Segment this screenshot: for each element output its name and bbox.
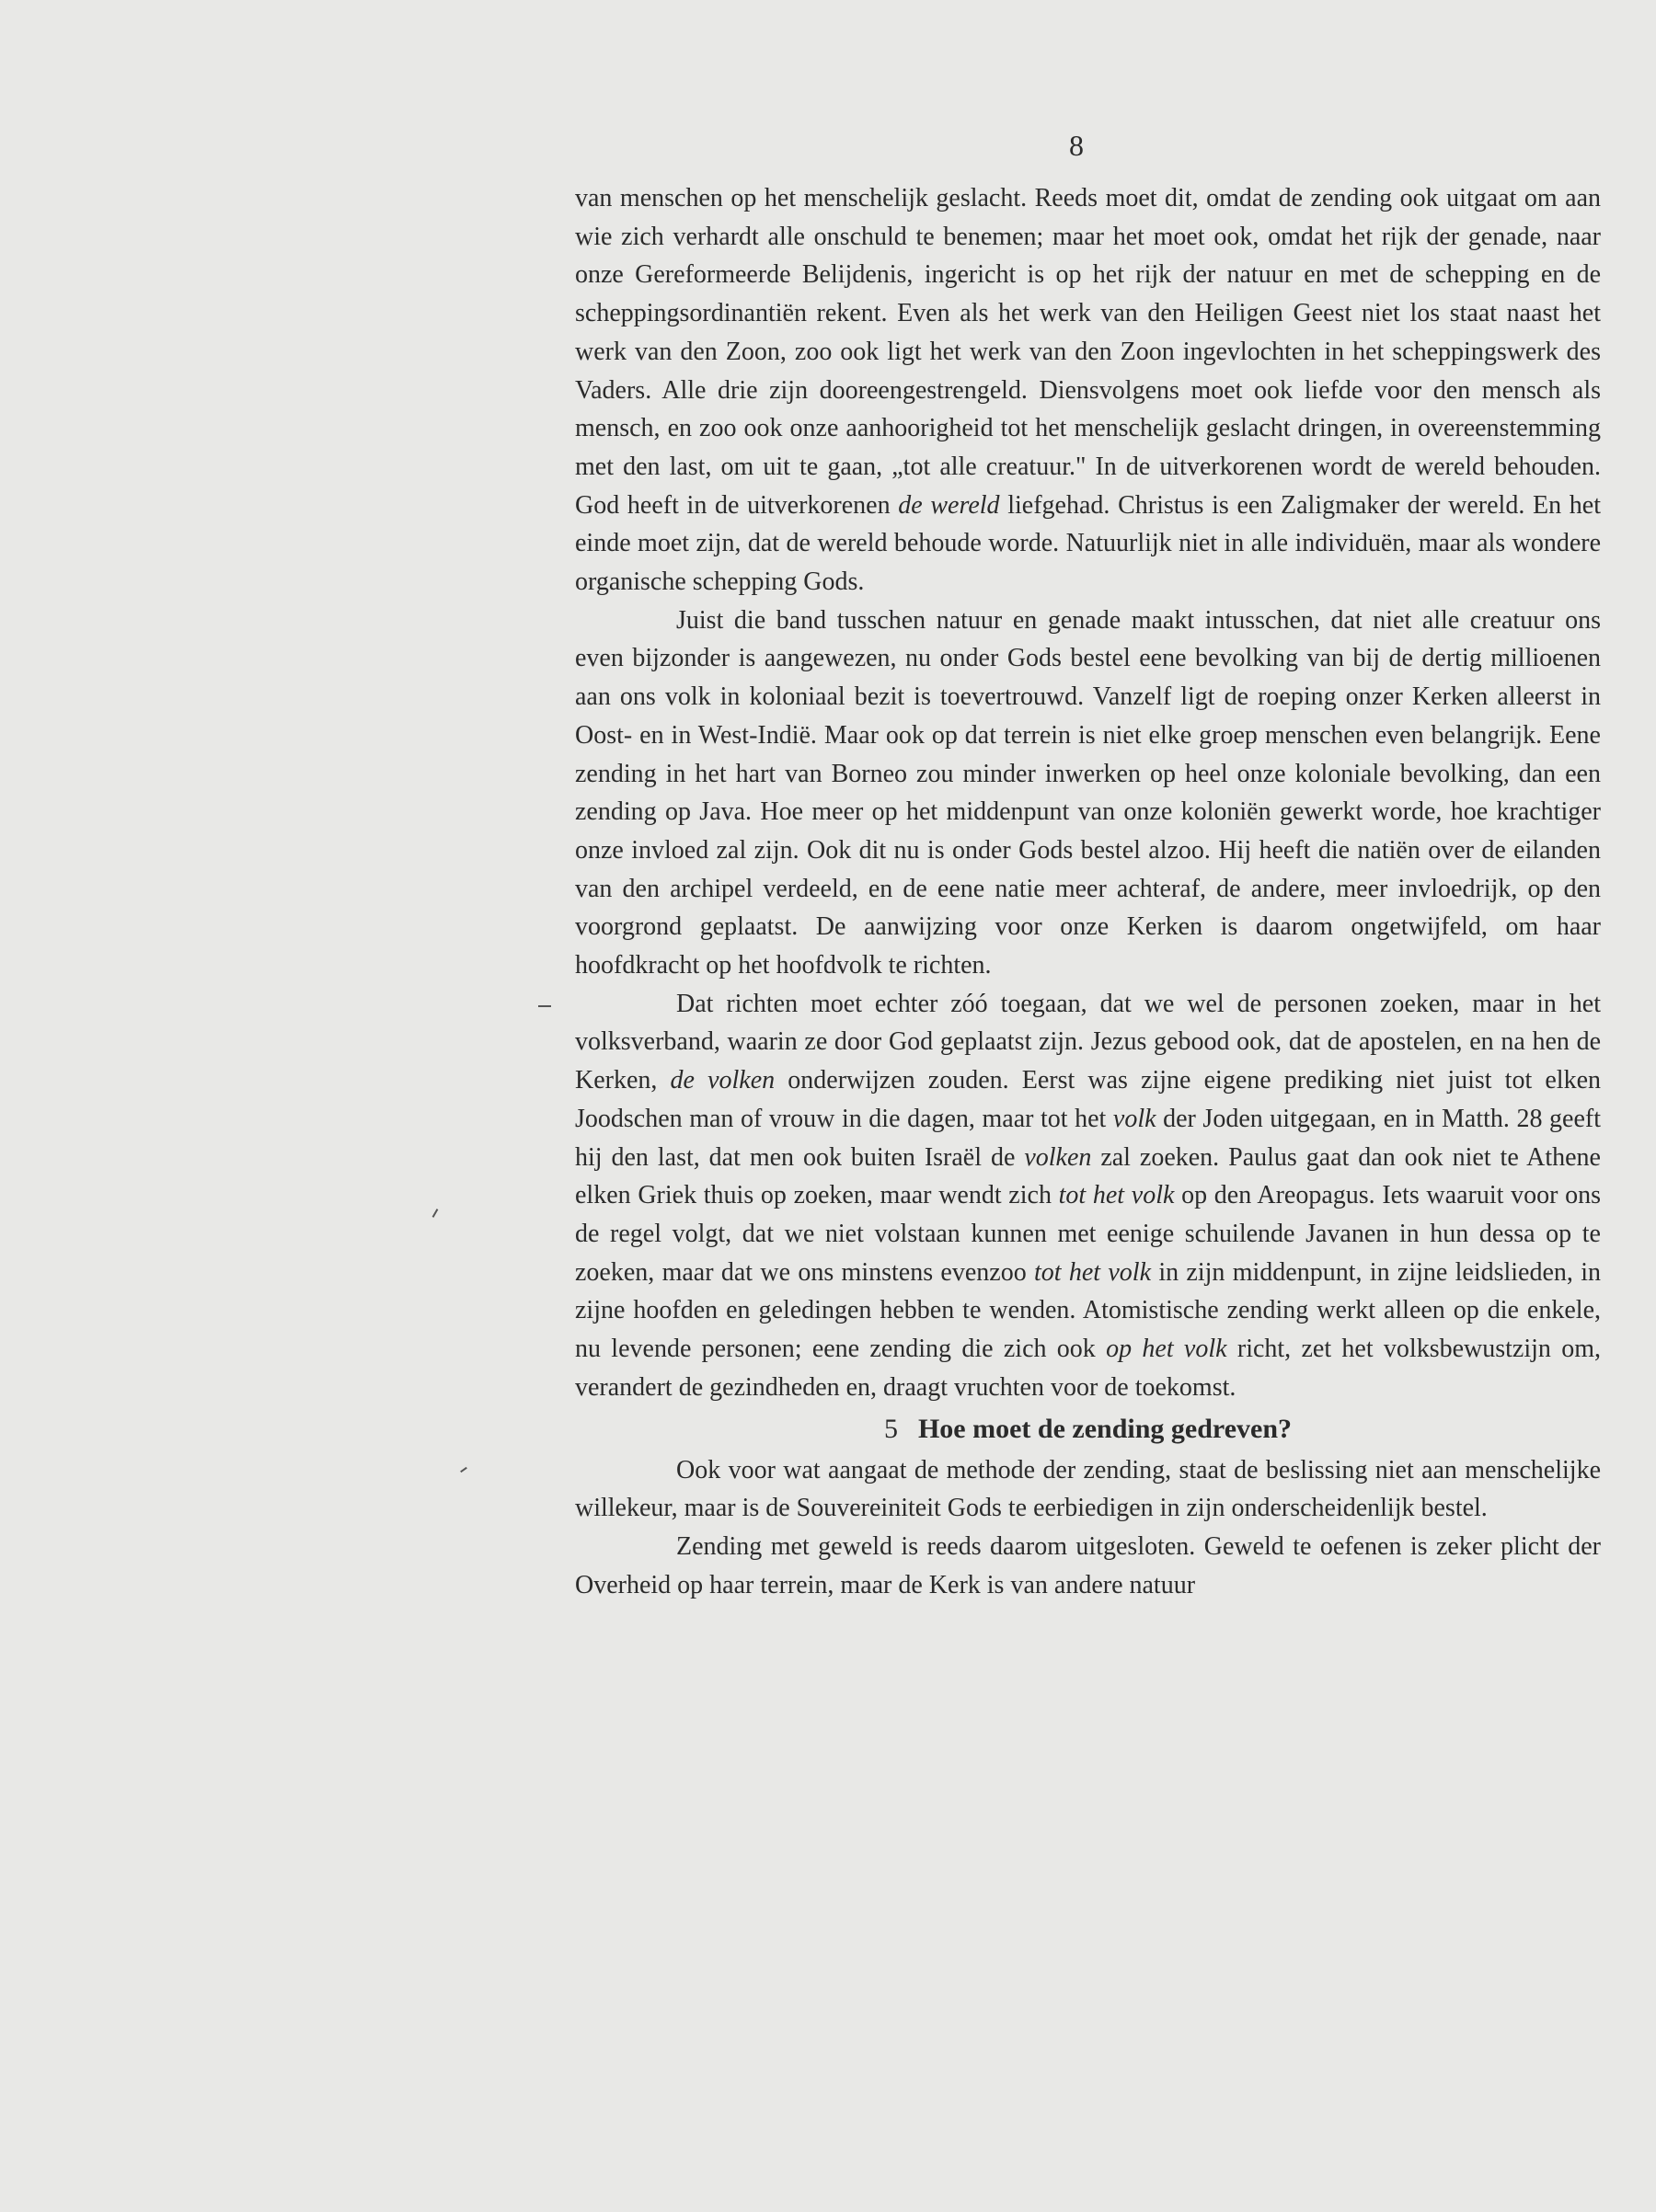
text-segment: onderwijzen zouden. Eerst was zijne eigene prediking niet juist tot elken Joodschen man of vrouw in die dagen, maar tot het	[575, 1066, 1601, 1133]
text-segment: liefgehad. Christus is een Zaligmaker der wereld. En het einde moet zijn, dat de wereld behoude worde. Natuurlijk niet in alle individuën, maar als wondere organische schepping Gods.	[575, 490, 1601, 597]
italic-text: volk	[1112, 1104, 1156, 1133]
text-segment: Juist die band tusschen natuur en genade maakt intusschen, dat niet alle creatuur ons even bijzonder is aangewezen, nu onder Gods bestel eene bevolking van bij de dertig millioenen aan ons volk in koloniaal bezit is toevertrouwd. Vanzelf ligt de roeping onzer Kerken alleerst in Oost- en in West-Indië. Maar ook op dat terrein is niet elke groep menschen even belangrijk. Eene zending in het hart van Borneo zou minder inwerken op heel onze koloniale bevolking, dan een zending op Java. Hoe meer op het middenpunt van onze koloniën gewerkt worde, hoe krachtiger onze invloed zal zijn. Ook dit nu is onder Gods bestel alzoo. Hij heeft die natiën over de eilanden van den archipel verdeeld, en de eene natie meer achteraf, de andere, meer invloedrijk, op den voorgrond geplaatst. De aanwijzing voor onze Kerken is daarom ongetwijfeld, om haar hoofdkracht op het hoofdvolk te richten.	[575, 605, 1601, 980]
scan-mark	[460, 1467, 467, 1473]
section-title: Hoe moet de zending gedreven?	[917, 1413, 1293, 1444]
italic-text: de wereld	[898, 490, 1000, 520]
text-segment: op den Areopagus. Iets waaruit voor ons de regel volgt, dat we niet volstaan kunnen met eenige schuilende Javanen in hun dessa op te zoeken, maar dat we ons minstens evenzoo	[575, 1181, 1601, 1287]
italic-text: tot het volk	[1058, 1181, 1175, 1210]
paragraph-p4	[575, 1451, 1601, 1528]
text-segment: richt, zet het volksbewustzijn om, verandert de gezindheden en, draagt vruchten voor de toekomst.	[575, 1335, 1601, 1402]
italic-text: de volken	[670, 1066, 776, 1095]
text-segment: Zending met geweld is reeds daarom uitgesloten. Geweld te oefenen is zeker plicht der Overheid op haar terrein, maar de Kerk is van andere natuur	[575, 1531, 1601, 1599]
scan-mark	[538, 1005, 551, 1007]
paragraphs-before-section	[575, 179, 1601, 1407]
page-number: 8	[1069, 129, 1084, 162]
paragraphs-after-section	[575, 1451, 1601, 1605]
paragraph-p5	[575, 1528, 1601, 1604]
italic-text: tot het volk	[1034, 1257, 1152, 1287]
paragraph-p3	[575, 985, 1601, 1407]
section-number: 5	[883, 1413, 898, 1444]
paragraph-p1	[575, 179, 1601, 602]
scan-mark	[432, 1209, 439, 1218]
text-segment: in zijn middenpunt, in zijne leidslieden, in zijne hoofden en geledingen hebben te wenden. Atomistische zending werkt alleen op die enkele, nu levende personen; eene zending die zich ook	[575, 1257, 1601, 1364]
italic-text: op het volk	[1106, 1335, 1227, 1364]
text-segment: zal zoeken. Paulus gaat dan ook niet te Athene elken Griek thuis op zoeken, maar wendt zich	[575, 1142, 1601, 1210]
italic-text: volken	[1024, 1142, 1092, 1172]
text-segment: Dat richten moet echter zóó toegaan, dat we wel de personen zoeken, maar in het volksverband, waarin ze door God geplaatst zijn. Jezus gebood ook, dat de apostelen, en na hen de Kerken,	[575, 989, 1601, 1095]
body-text	[575, 179, 1601, 1604]
text-segment: Ook voor wat aangaat de methode der zending, staat de beslissing niet aan menschelijke willekeur, maar is de Souvereiniteit Gods te eerbiedigen in zijn onderscheidenlijk bestel.	[575, 1455, 1601, 1523]
paragraph-p2	[575, 602, 1601, 985]
text-segment: van menschen op het menschelijk geslacht. Reeds moet dit, omdat de zending ook uitgaat om aan wie zich verhardt alle onschuld te benemen; maar het moet ook, omdat het rijk der genade, naar onze Gereformeerde Belijdenis, ingericht is op het rijk der natuur en met de schepping en de scheppingsordinantiën rekent. Even als het werk van den Heiligen Geest niet los staat naast het werk van den Zoon, zoo ook ligt het werk van den Zoon ingevlochten in het scheppingswerk des Vaders. Alle drie zijn dooreengestrengeld. Diensvolgens moet ook liefde voor den mensch als mensch, en zoo ook onze aanhoorigheid tot het menschelijk geslacht dringen, in overeenstemming met den last, om uit te gaan, „tot alle creatuur." In de uitverkorenen wordt de wereld behouden. God heeft in de uitverkorenen	[575, 184, 1601, 520]
text-segment: der Joden uitgegaan, en in Matth. 28 geeft hij den last, dat men ook buiten Israël de	[575, 1104, 1601, 1172]
section-heading	[575, 1407, 1601, 1451]
